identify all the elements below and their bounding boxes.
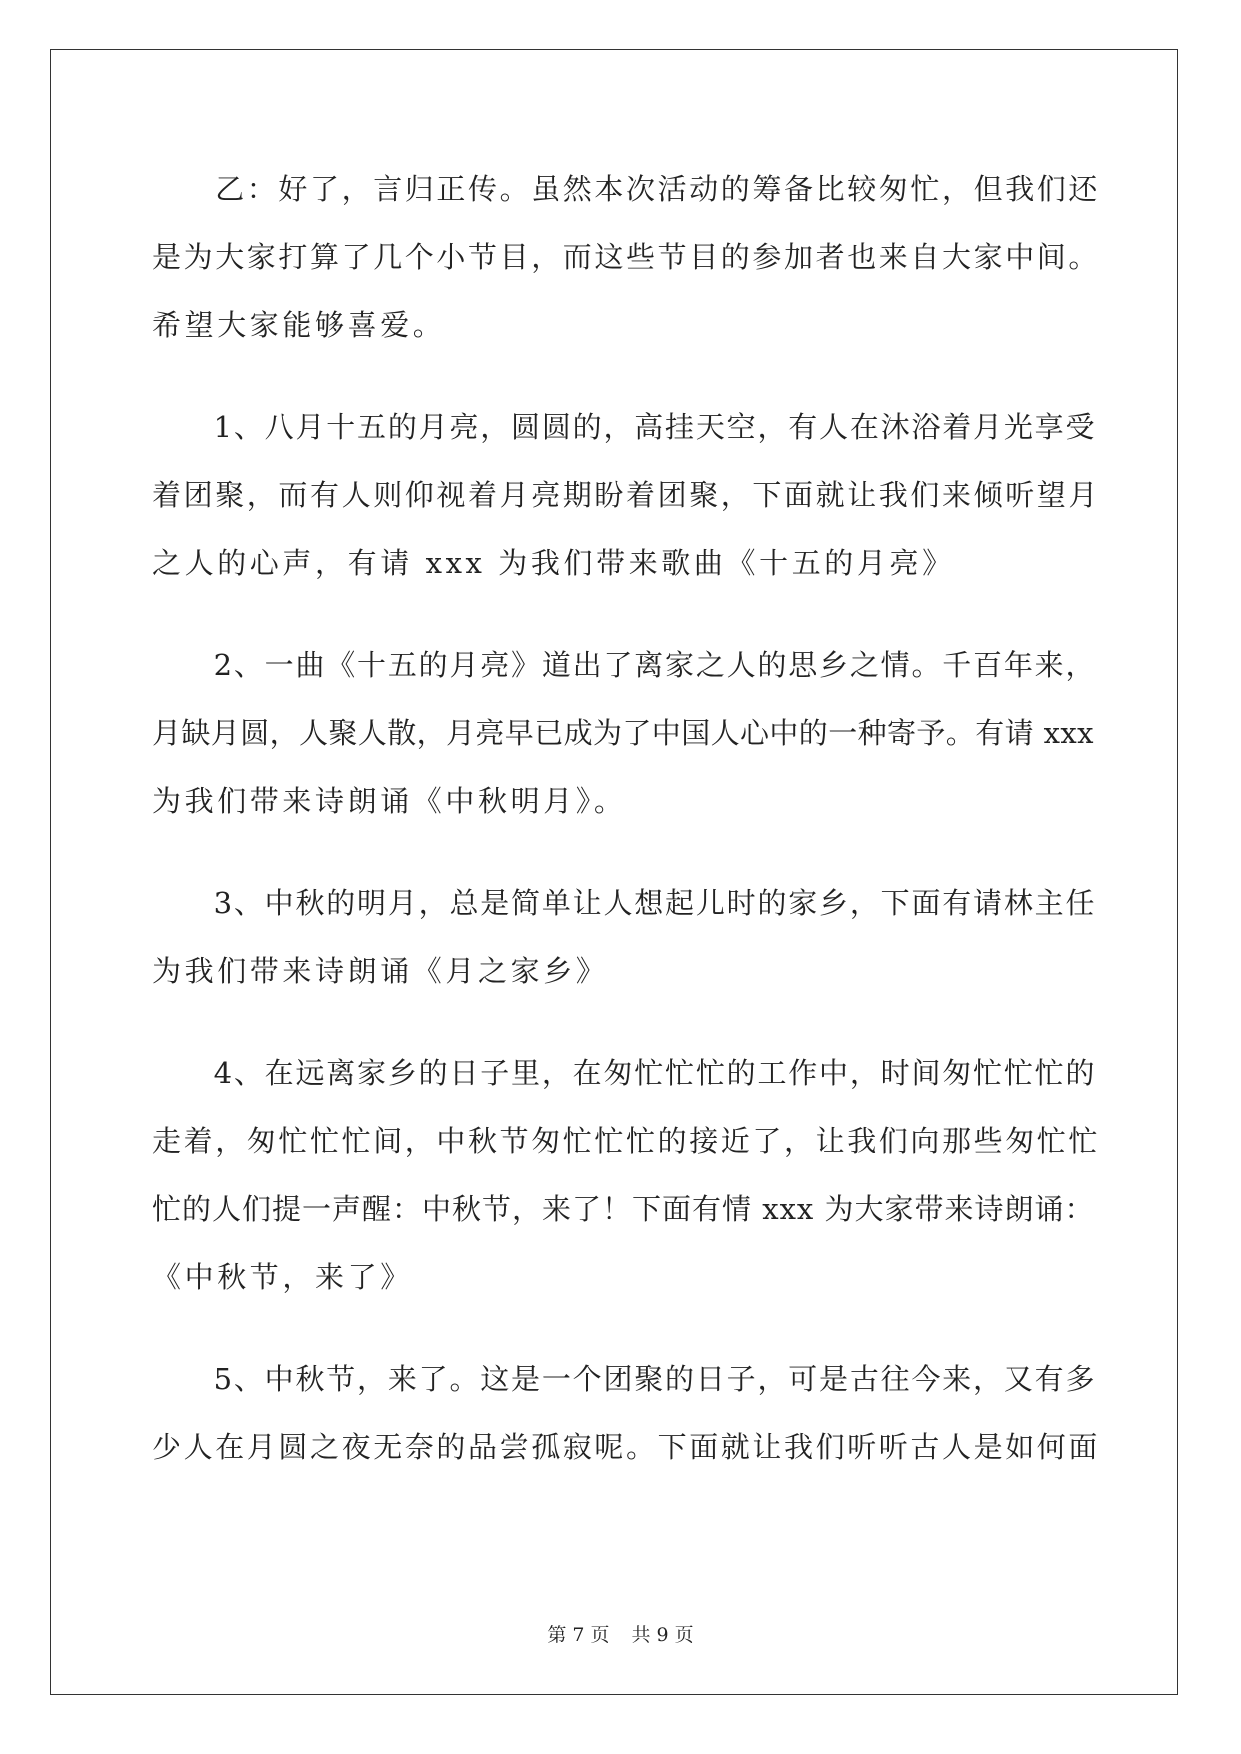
page-footer [0,1620,1241,1647]
page-number-total: 共 9 页 [631,1624,694,1646]
text-line: 乙：好了，言归正传。虽然本次活动的筹备比较匆忙，但我们还 [152,172,1101,206]
text-line: 是为大家打算了几个小节目，而这些节目的参加者也来自大家中间。 [152,240,1101,274]
text-line: 1、八月十五的月亮，圆圆的，高挂天空，有人在沐浴着月光享受 [152,410,1097,444]
text-line: 2、一曲《十五的月亮》道出了离家之人的思乡之情。千百年来， [152,648,1097,682]
text-line: 走着，匆忙忙忙间，中秋节匆忙忙忙的接近了，让我们向那些匆忙忙 [152,1124,1101,1158]
text-line: 之人的心声，有请 xxx 为我们带来歌曲《十五的月亮》 [152,546,955,580]
text-line: 忙的人们提一声醒：中秋节，来了！下面有情 xxx 为大家带来诗朗诵： [152,1192,1095,1226]
text-line: 月缺月圆，人聚人散，月亮早已成为了中国人心中的一种寄予。有请 xxx [152,716,1094,750]
text-line: 希望大家能够喜爱。 [152,308,446,342]
text-line: 5、中秋节，来了。这是一个团聚的日子，可是古往今来，又有多 [152,1362,1097,1396]
text-line: 4、在远离家乡的日子里，在匆忙忙忙的工作中，时间匆忙忙忙的 [152,1056,1097,1090]
page-number-current: 第 7 页 [547,1624,610,1646]
text-line: 3、中秋的明月，总是简单让人想起儿时的家乡，下面有请林主任 [152,886,1097,920]
text-line: 为我们带来诗朗诵《月之家乡》 [152,954,609,988]
text-line: 《中秋节，来了》 [152,1260,413,1294]
text-line: 少人在月圆之夜无奈的品尝孤寂呢。下面就让我们听听古人是如何面 [152,1430,1101,1464]
text-line: 为我们带来诗朗诵《中秋明月》。 [152,784,627,818]
text-line: 着团聚，而有人则仰视着月亮期盼着团聚，下面就让我们来倾听望月 [152,478,1101,512]
